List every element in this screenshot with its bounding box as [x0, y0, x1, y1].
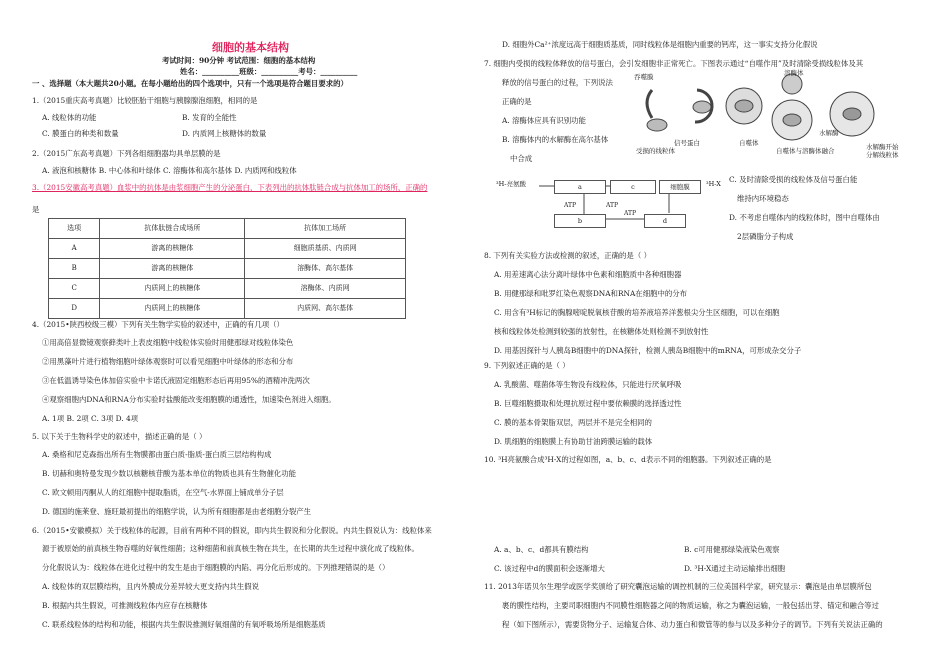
q8-option-c[interactable]: C. 用含有³H标记的胸腺嘧啶脱氧核苷酸的培养液培养洋葱根尖分生区细胞，可以在细胞: [494, 308, 780, 317]
q3-stem-cont: 是: [32, 205, 40, 214]
fig7-label: 溶酶体: [784, 69, 804, 77]
q8-option-d[interactable]: D. 用基因探针与人胰岛B细胞中的DNA探针，检测人胰岛B细胞中的mRNA，可形成杂交分子: [494, 346, 802, 355]
q4-stem: 4.（2015•陕西校级三模）下列有关生物学实验的叙述中，正确的有几项（）: [32, 320, 284, 329]
q8-option-b[interactable]: B. 用健那绿和吡罗红染色观察DNA和RNA在细胞中的分布: [494, 289, 688, 298]
table-cell: 游离的核糖体: [100, 259, 245, 279]
q9-option-b[interactable]: B. 巨噬细胞摄取和处理抗原过程中要依赖膜的选择透过性: [494, 399, 682, 408]
q11-stem-cont: 裹的膜性结构，主要司职细胞内不同膜性细胞器之间的物质运输，称之为囊泡运输，一般包括出芽、锚定和融合等过: [502, 601, 879, 610]
q1-option-b[interactable]: B. 发育的全能性: [182, 113, 237, 122]
doc-title: 细胞的基本结构: [212, 41, 289, 54]
q9-option-a[interactable]: A. 乳酸菌、噬菌体等生物没有线粒体，只能进行厌氧呼吸: [494, 380, 682, 389]
q7-stem-cont: 释放的信号蛋白的过程，下列说法: [502, 78, 613, 87]
table-header: 抗体加工场所: [245, 219, 406, 239]
q4-item-4: ④观察细胞内DNA和RNA分布实验时盐酸能改变细胞膜的通透性，加速染色剂进入细胞。: [42, 395, 336, 404]
q8-option-c-cont: 核和线粒体处检测到较强的放射性，在核糖体处则检测不到放射性: [494, 327, 709, 336]
table-cell: 溶酶体、内质网: [245, 279, 406, 299]
table-cell: 内质网上的核糖体: [100, 279, 245, 299]
q9-stem: 9. 下列叙述正确的是（ ）: [484, 361, 570, 370]
q8-option-a[interactable]: A. 用差速离心法分离叶绿体中色素和细胞质中各种细胞器: [494, 270, 682, 279]
q8-stem: 8. 下列有关实验方法或检测的叙述，正确的是（ ）: [484, 251, 651, 260]
q6-stem-cont: 源于被原始的前真核生物吞噬的好氧性细菌；这种细菌和前真核生物在共生，在长期的共生过程中演化成了线粒体。: [42, 544, 419, 553]
table-cell: 内质网上的核糖体: [100, 299, 245, 319]
q4-item-3: ③在低温诱导染色体加倍实验中卡诺氏液固定细胞形态后再用95%的酒精冲洗两次: [42, 376, 310, 385]
q9-option-d[interactable]: D. 肌细胞的细胞膜上有协助甘油跨膜运输的载体: [494, 437, 653, 446]
table-header: 抗体肽链合成场所: [100, 219, 245, 239]
q10-option-a[interactable]: A. a、b、c、d都具有膜结构: [494, 545, 589, 554]
q10-option-b[interactable]: B. c可用健那绿染液染色观察: [684, 545, 780, 554]
q2-stem: 2.（2015广东高考真题）下列各组细胞器均具单层膜的是: [32, 149, 221, 158]
atp-label: ATP: [624, 210, 637, 217]
q9-option-c[interactable]: C. 膜的基本骨架脂双层，两层并不是完全相同的: [494, 418, 652, 427]
flow-right-label: ³H-X: [706, 180, 721, 188]
table-header-row: [49, 219, 406, 239]
table-cell: 游离的核糖体: [100, 239, 245, 259]
q4-item-2: ②用黑藻叶片进行植物细胞叶绿体观察时可以看见细胞中叶绿体的形态和分布: [42, 357, 294, 366]
q5-option-c[interactable]: C. 欧文顿用丙酮从人的红细胞中提取脂质，在空气-水界面上铺成单分子层: [42, 488, 284, 497]
q6-option-c[interactable]: C. 联系线粒体的结构和功能，根据内共生假说推测好氧细菌的有氧呼吸场所是细胞基质: [42, 620, 326, 629]
fig7-label: 自噬体与溶酶体融合: [776, 147, 835, 155]
table-cell: A: [49, 239, 100, 259]
q4-item-1: ①用高倍显微镜观察藓类叶上表皮细胞中线粒体实验时用健那绿对线粒体染色: [42, 338, 294, 347]
table-row: [49, 259, 406, 279]
q5-option-d[interactable]: D. 德国的施莱登、施旺最初提出的细胞学说，认为所有细胞都是由老细胞分裂产生: [42, 507, 312, 516]
atp-label: ATP: [606, 202, 619, 209]
q1-option-c[interactable]: C. 膜蛋白的种类和数量: [42, 129, 119, 138]
fig7-label: 水解酶: [819, 129, 839, 137]
q4-options[interactable]: A. 1项 B. 2项 C. 3项 D. 4项: [42, 414, 139, 423]
q5-option-a[interactable]: A. 桑格和尼克森指出所有生物膜都由蛋白质-脂质-蛋白质三层结构构成: [42, 450, 272, 459]
flow-node-b: b: [554, 214, 606, 228]
flow-left-label: ³H-亮氨酸: [496, 180, 526, 188]
q7-option-c[interactable]: C. 及时清除受损的线粒体及信号蛋白能: [729, 175, 858, 184]
flow-node-membrane: 细胞膜: [659, 180, 701, 194]
q3-stem: 3.（2015安徽高考真题）血浆中的抗体是由浆细胞产生的分泌蛋白，下表列出的抗体肽链合成与抗体加工的场所，正确的: [32, 183, 428, 192]
table-cell: C: [49, 279, 100, 299]
table-cell: 细胞质基质、内质网: [245, 239, 406, 259]
fig7-label: 信号蛋白: [674, 139, 700, 147]
q7-stem: 7. 细胞内受损的线粒体释放的信号蛋白，会引发细胞非正常死亡。下图表示通过“自噬作用”及时清除受损线粒体及其: [484, 59, 864, 68]
q6-stem-cont2: 分化假说认为：线粒体在进化过程中的发生是由于细胞膜的内陷、再分化后形成的。下列推理错误的是（）: [42, 563, 390, 572]
q3-table: [48, 218, 406, 319]
q7-stem-cont2: 正确的是: [502, 97, 532, 106]
name-line: 姓名：__________班级：__________考号：__________: [180, 67, 358, 76]
q2-options[interactable]: A. 液泡和核糖体 B. 中心体和叶绿体 C. 溶酶体和高尔基体 D. 内质网和线粒体: [42, 166, 297, 175]
table-row: [49, 239, 406, 259]
q1-option-a[interactable]: A. 线粒体的功能: [42, 113, 97, 122]
q1-option-d[interactable]: D. 内质网上核糖体的数量: [182, 129, 267, 138]
q11-stem-cont2: 程（如下图所示），需要货物分子、运输复合体、动力蛋白和微管等的参与以及多种分子的调节。下列有关说法正确的: [502, 620, 883, 629]
table-cell: D: [49, 299, 100, 319]
q10-option-d[interactable]: D. ³H-X通过主动运输排出细胞: [684, 564, 786, 573]
q7-option-b-cont: 中合成: [510, 154, 533, 163]
section-heading: 一 、选择题（本大题共20小题。在每小题给出的四个选项中，只有一个选项是符合题目要求的）: [32, 79, 348, 88]
flow-node-d: d: [644, 214, 686, 228]
fig7-label: 水解酶开始 分解线粒体: [866, 143, 899, 159]
q6-option-d[interactable]: D. 细胞外Ca²⁺浓度远高于细胞质基质，同时线粒体是细胞内重要的钙库，这一事实支持分化假说: [502, 40, 818, 49]
fig7-label: 受损的线粒体: [636, 147, 675, 155]
table-cell: 内质网、高尔基体: [245, 299, 406, 319]
q10-stem: 10. ³H亮氨酸合成³H-X的过程如图，a、b、c、d表示不同的细胞器。下列叙述正确的是: [484, 455, 772, 464]
q11-stem: 11. 2013年诺贝尔生理学或医学奖颁给了研究囊泡运输的调控机制的三位美国科学家，研究显示：囊泡是由单层膜所包: [484, 582, 872, 591]
q7-option-a[interactable]: A. 溶酶体应具有识别功能: [502, 116, 586, 125]
q7-option-b[interactable]: B. 溶酶体内的水解酶在高尔基体: [502, 135, 609, 144]
q6-option-b[interactable]: B. 根据内共生假说，可推测线粒体内应存在核糖体: [42, 601, 208, 610]
fig7-label: 自噬体: [739, 139, 759, 147]
flow-node-c: c: [610, 180, 656, 194]
exam-meta: 考试时间：90分钟 考试范围：细胞的基本结构: [162, 56, 316, 65]
q6-stem: 6.（2015•安徽模拟）关于线粒体的起源，目前有两种不同的假说，即内共生假说和分化假说。内共生假说认为：线粒体来: [32, 526, 432, 535]
table-cell: 溶酶体、高尔基体: [245, 259, 406, 279]
flow-node-a: a: [554, 180, 606, 194]
q7-option-d[interactable]: D. 不考虑自噬体内的线粒体时，图中自噬体由: [729, 213, 880, 222]
table-row: [49, 279, 406, 299]
table-header: 选项: [49, 219, 100, 239]
table-cell: B: [49, 259, 100, 279]
q7-option-c-cont: 维持内环境稳态: [737, 194, 789, 203]
q5-option-b[interactable]: B. 切赫和奥特曼发现少数以核糖核苷酸为基本单位的物质也具有生物催化功能: [42, 469, 297, 478]
q5-stem: 5. 以下关于生物科学史的叙述中，描述正确的是（ ）: [32, 432, 207, 441]
atp-label: ATP: [564, 202, 577, 209]
q10-option-c[interactable]: C. 该过程中d的膜面积会逐渐增大: [494, 564, 605, 573]
q1-stem: 1.（2015重庆高考真题）比较胚胎干细胞与胰腺腺泡细胞，相同的是: [32, 96, 258, 105]
q7-option-d-cont: 2层磷脂分子构成: [737, 232, 794, 241]
q6-option-a[interactable]: A. 线粒体的双层膜结构，且内外膜成分差异较大更支持内共生假说: [42, 582, 259, 591]
fig7-label: 吞噬膜: [634, 73, 654, 81]
table-row: [49, 299, 406, 319]
